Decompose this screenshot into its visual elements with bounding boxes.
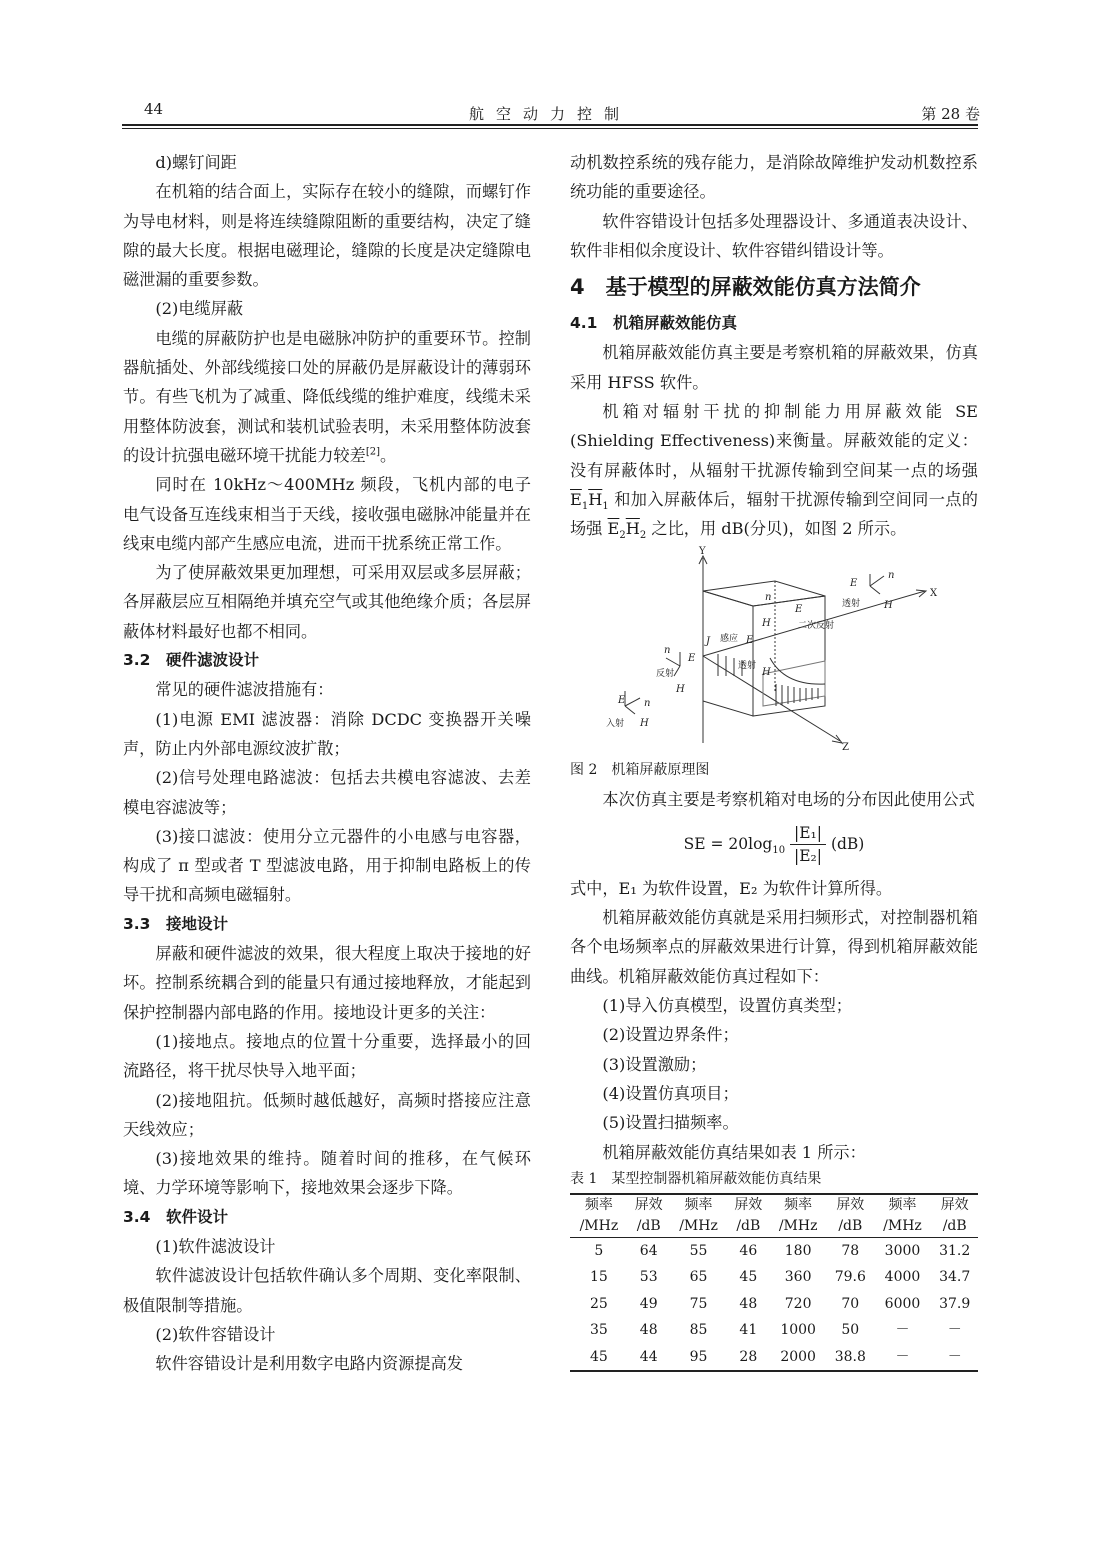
cable-shielding-paragraph	[123, 324, 531, 470]
label-h-secondary: H	[762, 617, 771, 629]
table-header-row-1	[570, 1194, 978, 1216]
column-header: 频率	[670, 1194, 728, 1216]
formula-lhs: SE = 20log	[683, 834, 773, 853]
table-cell: 46	[739, 1242, 758, 1259]
label-j-induce: J	[706, 635, 711, 647]
z-axis	[703, 656, 840, 741]
left-column	[123, 148, 531, 1378]
table-row	[570, 1291, 978, 1318]
fault-tolerance-paragraph: 软件容错设计是利用数字电路内资源提高发	[155, 1354, 463, 1374]
page-number: 44	[144, 100, 164, 118]
box-top	[703, 581, 825, 606]
table-cell: －	[874, 1344, 932, 1372]
table-cell: 45	[570, 1344, 628, 1372]
incident-wave-vectors	[625, 691, 640, 714]
column-header: 频率	[769, 1194, 827, 1216]
axis-label-x: X	[930, 587, 938, 599]
simulation-step-2: (2)设置边界条件；	[602, 1025, 739, 1045]
table-cell: 75	[689, 1295, 708, 1312]
table-cell: 78	[841, 1242, 860, 1259]
table-cell: 6000	[884, 1295, 921, 1312]
table-row	[570, 1264, 978, 1291]
software-filter-heading: (1)软件滤波设计	[155, 1236, 276, 1256]
table-header-row-2	[570, 1216, 978, 1238]
label-n-secondary: n	[765, 591, 772, 603]
formula-log-base: 10	[772, 844, 786, 856]
label-h-reflect: H	[676, 683, 685, 695]
section-4-heading: 4 基于模型的屏蔽效能仿真方法简介	[570, 275, 921, 300]
section-4-1-heading: 4.1 机箱屏蔽效能仿真	[570, 314, 737, 333]
table-cell: 64	[639, 1242, 658, 1259]
column-header: 屏效	[628, 1194, 670, 1216]
label-n-transmit: n	[888, 569, 895, 581]
formula-numerator: |E₁|	[790, 822, 826, 845]
field-h1-sub: 1	[602, 501, 609, 513]
table-cell: 4000	[884, 1269, 921, 1286]
cable-shielding-text: 电缆的屏蔽防护也是电磁脉冲防护的重要环节。控制器航插处、外部线缆接口处的屏蔽仍是屏蔽设计的薄弱环节。有些飞机为了减重、降低线缆的维护难度，线缆未采用整体防波套，测试和装机试验表明，未采用整体防波套的设计抗强电磁环境干扰能力较差	[123, 328, 531, 465]
table-cell: 1000	[780, 1322, 816, 1339]
label-h-transmit: H	[884, 599, 893, 611]
simulation-step-4: (4)设置仿真项目；	[602, 1083, 739, 1103]
column-unit: /MHz	[874, 1216, 932, 1238]
table-cell: 65	[689, 1269, 708, 1286]
table-row	[570, 1344, 978, 1372]
table-cell: 25	[589, 1295, 608, 1312]
column-header: 频率	[570, 1194, 628, 1216]
column-unit: /dB	[827, 1216, 874, 1238]
header-rule-thin	[122, 128, 978, 129]
table-cell: －	[931, 1344, 978, 1372]
filter-item-1: (1)电源 EMI 滤波器：消除 DCDC 变换器开关噪声，防止内外部电源纹波扩散；	[123, 709, 531, 758]
table-cell: 41	[739, 1322, 758, 1339]
table-caption: 表 1 某型控制器机箱屏蔽效能仿真结果	[570, 1170, 822, 1187]
table-cell: 49	[639, 1295, 658, 1312]
table-cell: 5	[594, 1242, 604, 1259]
field-e1: $\overline{E}$	[570, 489, 582, 509]
table-row	[570, 1317, 978, 1344]
table-cell: 44	[628, 1344, 670, 1372]
label-incident: 入射	[606, 718, 625, 729]
table-cell: 37.9	[939, 1295, 971, 1312]
table-cell: 360	[784, 1269, 812, 1286]
simulation-paragraph: 本次仿真主要是考察机箱对电场的分布因此使用公式	[602, 789, 975, 809]
hfss-paragraph: 机箱屏蔽效能仿真主要是考察机箱的屏蔽效果，仿真采用 HFSS 软件。	[570, 343, 978, 392]
column-unit: /dB	[727, 1216, 769, 1238]
figure-caption: 图 2 机箱屏蔽原理图	[570, 761, 710, 778]
column-unit: /dB	[628, 1216, 670, 1238]
label-e-reflect: E	[688, 652, 696, 664]
table-cell: 48	[639, 1322, 658, 1339]
formula-denominator: |E₂|	[794, 847, 822, 866]
label-h-incident: H	[640, 717, 649, 729]
field-e2-sub: 2	[619, 530, 626, 542]
se-definition-paragraph	[570, 397, 978, 543]
field-h2-sub: 2	[639, 530, 647, 542]
field-e1-sub: 1	[581, 501, 589, 513]
fault-tolerance-design-paragraph: 软件容错设计包括多处理器设计、多通道表决设计、软件非相似余度设计、软件容错纠错设计等。	[570, 211, 978, 260]
label-secondary-reflection: 二次反射	[798, 620, 835, 631]
transmitted-field-arrows	[776, 684, 818, 706]
column-unit: /dB	[931, 1216, 978, 1238]
simulation-step-1: (1)导入仿真模型，设置仿真类型；	[602, 996, 852, 1016]
right-column	[570, 148, 978, 1372]
column-header: 屏效	[931, 1194, 978, 1216]
table-cell: 53	[639, 1269, 658, 1286]
bolt-spacing-heading: d)螺钉间距	[155, 153, 237, 172]
label-transmit-out: 透射	[842, 598, 861, 609]
header-rule	[122, 124, 978, 126]
journal-title: 航空动力控制	[468, 105, 631, 123]
section-3-3-heading: 3.3 接地设计	[123, 914, 228, 933]
table-cell: 28	[727, 1344, 769, 1372]
label-e-inside: E	[746, 634, 754, 646]
simulation-step-5: (5)设置扫描频率。	[602, 1113, 739, 1133]
cable-shielding-end: 。	[379, 445, 397, 465]
label-e-incident: E	[618, 694, 626, 706]
table-cell: 45	[739, 1269, 758, 1286]
label-reflect: 反射	[656, 668, 675, 679]
table-cell: 85	[689, 1322, 708, 1339]
grounding-intro: 屏蔽和硬件滤波的效果，很大程度上取决于接地的好坏。控制系统耦合到的能量只有通过接地释放，才能起到保护控制器内部电路的作用。接地设计更多的关注：	[123, 944, 531, 1022]
column-unit: /MHz	[570, 1216, 628, 1238]
label-n-reflect: n	[664, 644, 671, 656]
grounding-item-2: (2)接地阻抗。低频时越低越好，高频时搭接应注意天线效应；	[123, 1090, 531, 1139]
table-cell: 38.8	[827, 1344, 874, 1372]
filter-intro: 常见的硬件滤波措施有：	[155, 680, 334, 700]
cable-shielding-heading: (2)电缆屏蔽	[155, 299, 244, 319]
section-3-4-heading: 3.4 软件设计	[123, 1207, 228, 1226]
grounding-item-1: (1)接地点。接地点的位置十分重要，选择最小的回流路径，将干扰尽快导入地平面；	[123, 1031, 531, 1081]
label-h-inside: H	[762, 666, 771, 678]
continued-paragraph: 动机数控系统的残存能力，是消除故障维护发动机数控系统功能的重要途径。	[570, 153, 978, 202]
se-definition-text-3: 之比，用 dB(分贝)，如图 2 所示。	[646, 519, 907, 539]
column-unit: /MHz	[769, 1216, 827, 1238]
grounding-item-3: (3)接地效果的维持。随着时间的推移，在气候环境、力学环境等影响下，接地效果会逐步下降。	[123, 1149, 531, 1198]
se-definition-text-1: 机箱对辐射干扰的抑制能力用屏蔽效能 SE (Shielding Effectiveness)来衡量。屏蔽效能的定义：没有屏蔽体时，从辐射干扰源传输到空间某一点的场强	[570, 402, 978, 480]
field-h1: $\overline{H}$	[588, 489, 603, 509]
column-header: 屏效	[727, 1194, 769, 1216]
axis-label-y: Y	[699, 545, 706, 557]
axis-label-z: Z	[842, 741, 849, 751]
filter-item-3: (3)接口滤波：使用分立元器件的小电感与电容器，构成了 π 型或者 T 型滤波电路，用于抑制电路板上的传导干扰和高频电磁辐射。	[123, 826, 531, 905]
bolt-spacing-paragraph: 在机箱的结合面上，实际存在较小的缝隙，而螺钉作为导电材料，则是将连续缝隙阻断的重要结构，决定了缝隙的最大长度。根据电磁理论，缝隙的长度是决定缝隙电磁泄漏的重要参数。	[123, 182, 531, 290]
table-cell: 2000	[769, 1344, 827, 1372]
sweep-paragraph: 机箱屏蔽效能仿真就是采用扫频形式，对控制器机箱各个电场频率点的屏蔽效果进行计算，得到机箱屏蔽效能曲线。机箱屏蔽效能仿真过程如下：	[570, 908, 978, 986]
label-induce: 感应	[720, 633, 739, 644]
column-header: 频率	[874, 1194, 932, 1216]
transmitted-wave-vectors	[870, 574, 884, 594]
table-cell: 79.6	[834, 1269, 866, 1286]
section-3-2-heading: 3.2 硬件滤波设计	[123, 651, 259, 670]
field-h2: $\overline{H}$	[625, 519, 640, 539]
table-cell: －	[895, 1322, 910, 1339]
simulation-step-3: (3)设置激励；	[602, 1054, 707, 1074]
table-cell: 70	[841, 1295, 860, 1312]
column-unit: /MHz	[670, 1216, 728, 1238]
table-cell: 15	[589, 1269, 608, 1286]
filter-item-2: (2)信号处理电路滤波：包括去共模电容滤波、去差模电容滤波等；	[123, 768, 531, 817]
table-cell: 31.2	[939, 1242, 971, 1259]
label-transmit-in: 透射	[738, 660, 757, 671]
result-intro: 机箱屏蔽效能仿真结果如表 1 所示：	[602, 1142, 866, 1162]
citation-ref[interactable]: [2]	[365, 446, 380, 458]
label-e-secondary: E	[795, 603, 803, 615]
fault-tolerance-heading: (2)软件容错设计	[155, 1324, 276, 1344]
frequency-band-paragraph: 同时在 10kHz～400MHz 频段，飞机内部的电子电气设备互连线束相当于天线，接收强电磁脉冲能量并在线束电缆内部产生感应电流，进而干扰系统正常工作。	[123, 475, 531, 553]
software-filter-paragraph: 软件滤波设计包括软件确认多个周期、变化率限制、极值限制等措施。	[123, 1266, 531, 1315]
table-cell: 50	[841, 1322, 860, 1339]
formula-explanation: 式中，E₁ 为软件设置，E₂ 为软件计算所得。	[570, 878, 893, 898]
se-formula	[570, 814, 978, 874]
formula-fraction	[790, 822, 826, 867]
label-n-incident: n	[644, 697, 651, 709]
table-cell: 720	[784, 1295, 812, 1312]
multilayer-paragraph: 为了使屏蔽效果更加理想，可采用双层或多层屏蔽；各屏蔽层应互相隔绝并填充空气或其他绝缘介质；各层屏蔽体材料最好也都不相同。	[123, 563, 531, 641]
column-header: 屏效	[827, 1194, 874, 1216]
table-cell: 55	[689, 1242, 708, 1259]
volume-label: 第 28 卷	[921, 105, 980, 123]
table-cell: 95	[670, 1344, 728, 1372]
table-cell: 48	[739, 1295, 758, 1312]
se-definition-text-2: 和加入屏蔽体后，辐射干扰源传输到空间同一点的场强	[570, 489, 978, 539]
table-cell: 3000	[884, 1242, 921, 1259]
shielding-principle-figure	[570, 546, 978, 751]
table-row	[570, 1237, 978, 1264]
table-cell: 34.7	[939, 1269, 971, 1286]
formula-unit: (dB)	[830, 834, 865, 853]
field-e2: $\overline{E}$	[607, 519, 620, 539]
table-cell: －	[947, 1322, 962, 1339]
label-e-transmit: E	[850, 577, 858, 589]
shielding-diagram	[570, 546, 978, 751]
results-table	[570, 1193, 978, 1373]
table-cell: 35	[589, 1322, 608, 1339]
table-cell: 180	[784, 1242, 812, 1259]
